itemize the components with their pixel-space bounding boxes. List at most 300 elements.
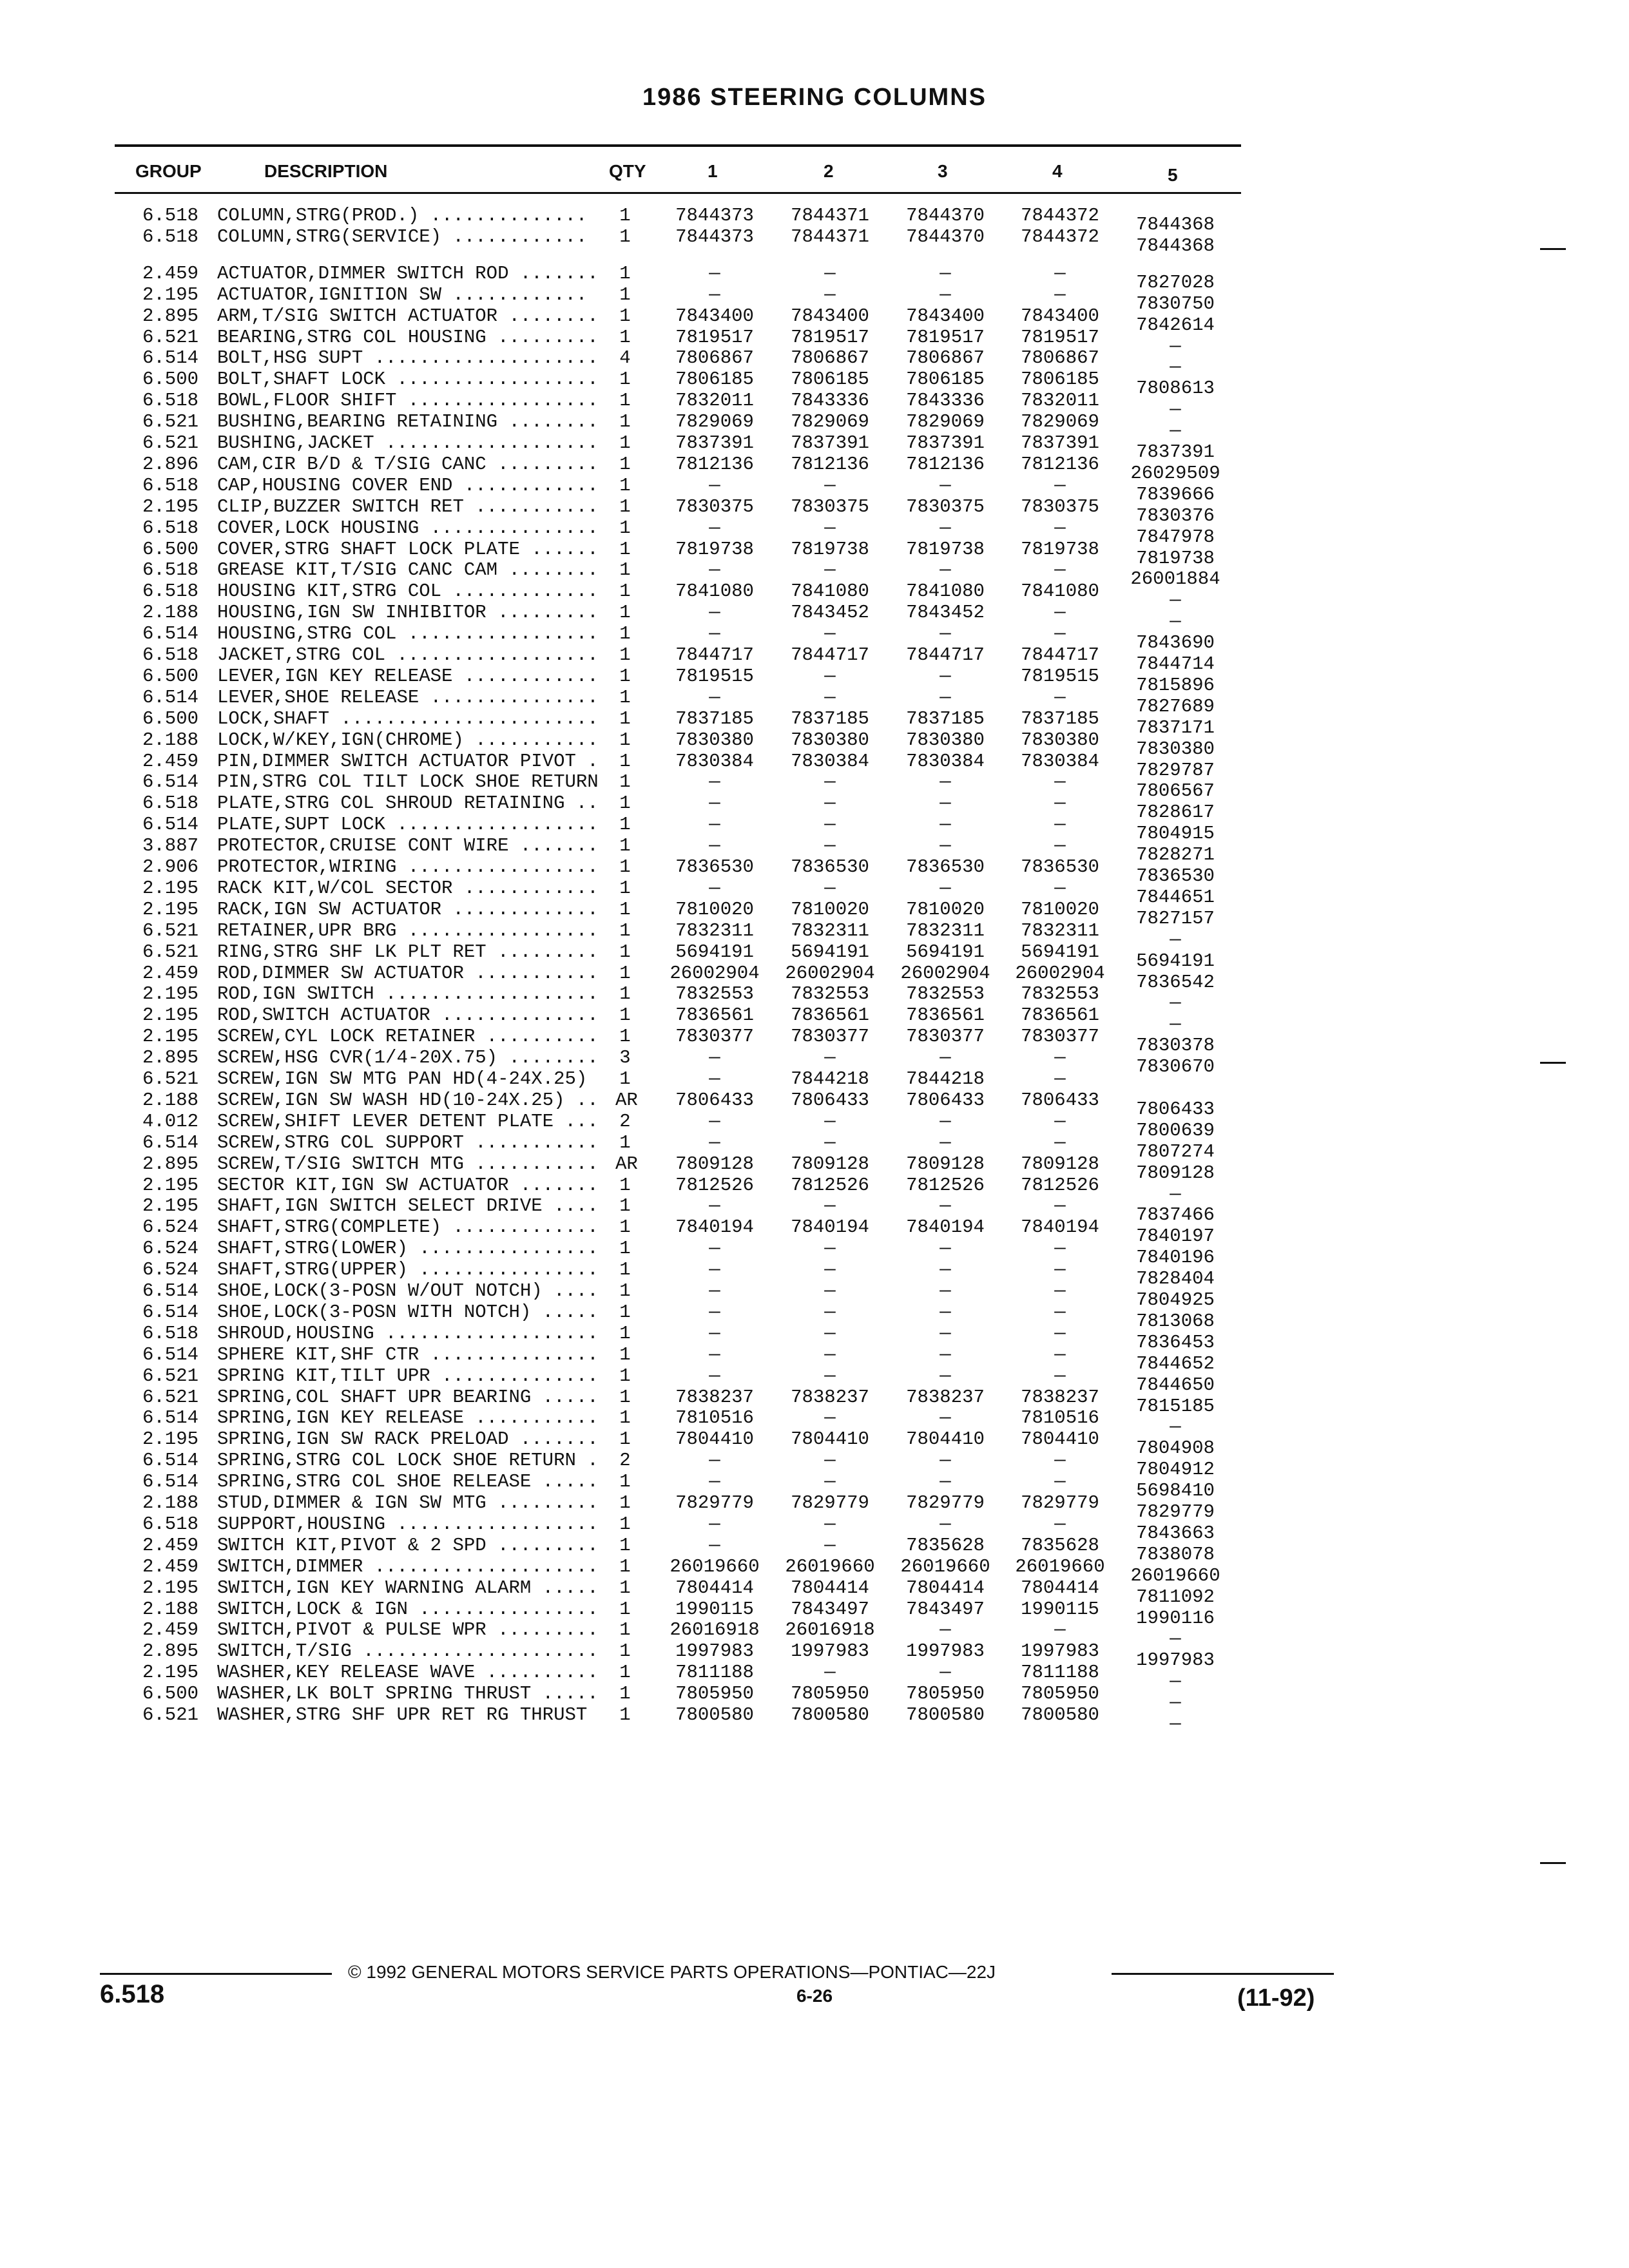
part-number-col-2: — bbox=[824, 1195, 836, 1217]
table-row bbox=[0, 517, 1629, 548]
part-number-col-4: 7836530 bbox=[1021, 856, 1099, 878]
table-row bbox=[0, 1365, 1629, 1396]
group-number: 6.518 bbox=[142, 559, 198, 581]
part-number-col-2: 7844717 bbox=[791, 644, 869, 666]
part-number-col-4: — bbox=[1054, 1195, 1066, 1217]
description: ROD,IGN SWITCH ................... bbox=[217, 983, 610, 1005]
description: SCREW,T/SIG SWITCH MTG ........... bbox=[217, 1153, 610, 1175]
margin-mark bbox=[1540, 248, 1566, 250]
part-number-col-5: 7830380 bbox=[1136, 738, 1215, 760]
part-number-col-5: 5694191 bbox=[1136, 950, 1215, 972]
part-number-col-3: 7841080 bbox=[906, 581, 985, 602]
group-number: 3.887 bbox=[142, 835, 198, 857]
quantity: 1 bbox=[619, 432, 631, 454]
part-number-col-4: 7830375 bbox=[1021, 495, 1099, 517]
quantity: 1 bbox=[619, 1534, 631, 1556]
table-row bbox=[0, 1216, 1629, 1247]
quantity: 1 bbox=[619, 1365, 631, 1387]
part-number-col-1: — bbox=[709, 1131, 720, 1153]
quantity: 1 bbox=[619, 1555, 631, 1577]
part-number-col-3: 7843452 bbox=[906, 602, 985, 624]
quantity: 1 bbox=[619, 665, 631, 687]
part-number-col-4: 7844372 bbox=[1021, 205, 1099, 226]
part-number-col-1: 7836561 bbox=[675, 1004, 754, 1026]
footer-copyright: © 1992 GENERAL MOTORS SERVICE PARTS OPERATIONS—PONTIAC—22J bbox=[348, 1962, 996, 1982]
group-number: 2.895 bbox=[142, 1640, 198, 1662]
part-number-col-3: 7806867 bbox=[906, 347, 985, 369]
group-number: 2.188 bbox=[142, 1492, 198, 1514]
group-number: 6.524 bbox=[142, 1259, 198, 1281]
table-row bbox=[0, 941, 1629, 972]
group-number: 6.514 bbox=[142, 814, 198, 836]
part-number-col-5: 7837391 bbox=[1136, 441, 1215, 463]
part-number-col-4: — bbox=[1054, 474, 1066, 496]
part-number-col-5: 7847978 bbox=[1136, 526, 1215, 548]
header-col-1: 1 bbox=[708, 161, 718, 181]
group-number: 2.195 bbox=[142, 877, 198, 899]
footer-page-number: 6-26 bbox=[796, 1986, 833, 2006]
part-number-col-4: — bbox=[1054, 559, 1066, 581]
part-number-col-5: 5698410 bbox=[1136, 1480, 1215, 1502]
group-number: 6.514 bbox=[142, 347, 198, 369]
part-number-col-5: — bbox=[1170, 335, 1181, 357]
quantity: 3 bbox=[619, 1047, 631, 1069]
part-number-col-3: 7844370 bbox=[906, 226, 985, 247]
group-number: 6.521 bbox=[142, 941, 198, 963]
part-number-col-5: 7840197 bbox=[1136, 1225, 1215, 1247]
part-number-col-2: — bbox=[824, 1662, 836, 1684]
group-number: 2.906 bbox=[142, 856, 198, 878]
quantity: 1 bbox=[619, 962, 631, 984]
table-row bbox=[0, 919, 1629, 950]
part-number-col-2: 7806867 bbox=[791, 347, 869, 369]
table-row bbox=[0, 495, 1629, 526]
part-number-col-4: 7830384 bbox=[1021, 750, 1099, 772]
part-number-col-4: 7806185 bbox=[1021, 369, 1099, 390]
part-number-col-4: — bbox=[1054, 1343, 1066, 1365]
group-number: 2.188 bbox=[142, 1598, 198, 1620]
description: ACTUATOR,IGNITION SW ............ bbox=[217, 284, 599, 305]
header-col-2: 2 bbox=[824, 161, 834, 181]
part-number-col-4: 26002904 bbox=[1015, 962, 1105, 984]
table-row bbox=[0, 814, 1629, 845]
quantity: 1 bbox=[619, 1513, 631, 1535]
part-number-col-2: 26019660 bbox=[785, 1555, 875, 1577]
part-number-col-1: 7830380 bbox=[675, 729, 754, 751]
description: WASHER,STRG SHF UPR RET RG THRUST bbox=[217, 1704, 610, 1725]
part-number-col-1: 7800580 bbox=[675, 1704, 754, 1725]
part-number-col-5: 7839666 bbox=[1136, 483, 1215, 505]
part-number-col-1: 7804414 bbox=[675, 1577, 754, 1599]
part-number-col-1: — bbox=[709, 877, 720, 899]
quantity: 1 bbox=[619, 707, 631, 729]
quantity: 1 bbox=[619, 495, 631, 517]
table-row bbox=[0, 729, 1629, 760]
part-number-col-1: 26002904 bbox=[670, 962, 760, 984]
description: BOLT,HSG SUPT .................... bbox=[217, 347, 610, 369]
table-row bbox=[0, 1238, 1629, 1269]
part-number-col-3: 7830380 bbox=[906, 729, 985, 751]
part-number-col-2: 26002904 bbox=[785, 962, 875, 984]
part-number-col-2: — bbox=[824, 686, 836, 708]
group-number: 6.514 bbox=[142, 1131, 198, 1153]
part-number-col-1: 7805950 bbox=[675, 1683, 754, 1705]
part-number-col-2: 7830375 bbox=[791, 495, 869, 517]
part-number-col-1: 7844717 bbox=[675, 644, 754, 666]
part-number-col-5: 7829779 bbox=[1136, 1501, 1215, 1523]
group-number: 2.195 bbox=[142, 1174, 198, 1196]
description: SHAFT,STRG(UPPER) ................ bbox=[217, 1259, 610, 1281]
quantity: 1 bbox=[619, 1640, 631, 1662]
part-number-col-2: — bbox=[824, 1301, 836, 1323]
part-number-col-5: — bbox=[1170, 928, 1181, 950]
description: RETAINER,UPR BRG ................. bbox=[217, 919, 610, 941]
quantity: 1 bbox=[619, 919, 631, 941]
quantity: 1 bbox=[619, 941, 631, 963]
part-number-col-1: — bbox=[709, 1238, 720, 1260]
part-number-col-1: 7836530 bbox=[675, 856, 754, 878]
part-number-col-4: 1997983 bbox=[1021, 1640, 1099, 1662]
part-number-col-3: — bbox=[940, 1619, 951, 1641]
part-number-col-5: 7807274 bbox=[1136, 1140, 1215, 1162]
header-group: GROUP bbox=[135, 161, 202, 181]
part-number-col-5: 7804925 bbox=[1136, 1289, 1215, 1311]
part-number-col-1: 7837185 bbox=[675, 707, 754, 729]
part-number-col-3: — bbox=[940, 517, 951, 539]
part-number-col-5: — bbox=[1170, 420, 1181, 442]
part-number-col-3: 7837185 bbox=[906, 707, 985, 729]
part-number-col-1: — bbox=[709, 517, 720, 539]
quantity: 1 bbox=[619, 750, 631, 772]
part-number-col-1: 7829069 bbox=[675, 411, 754, 433]
quantity: 1 bbox=[619, 305, 631, 327]
part-number-col-3: — bbox=[940, 1365, 951, 1387]
group-number: 6.518 bbox=[142, 474, 198, 496]
part-number-col-1: 7819517 bbox=[675, 326, 754, 348]
quantity: 1 bbox=[619, 226, 631, 247]
quantity: 1 bbox=[619, 771, 631, 793]
group-number: 6.521 bbox=[142, 326, 198, 348]
group-number: 6.500 bbox=[142, 1683, 198, 1705]
quantity: 1 bbox=[619, 835, 631, 857]
part-number-col-4: 7810516 bbox=[1021, 1407, 1099, 1429]
part-number-col-1: 7809128 bbox=[675, 1153, 754, 1175]
quantity: 1 bbox=[619, 1174, 631, 1196]
quantity: 1 bbox=[619, 205, 631, 226]
part-number-col-3: — bbox=[940, 1131, 951, 1153]
table-row bbox=[0, 1577, 1629, 1608]
group-number: 6.514 bbox=[142, 686, 198, 708]
group-number: 2.459 bbox=[142, 1619, 198, 1641]
group-number: 4.012 bbox=[142, 1110, 198, 1132]
part-number-col-2: 7812136 bbox=[791, 453, 869, 475]
part-number-col-2: 7800580 bbox=[791, 1704, 869, 1725]
part-number-col-1: 7830375 bbox=[675, 495, 754, 517]
table-row bbox=[0, 1131, 1629, 1162]
table-row bbox=[0, 856, 1629, 887]
description: STUD,DIMMER & IGN SW MTG ......... bbox=[217, 1492, 610, 1514]
table-row bbox=[0, 581, 1629, 611]
part-number-col-2: — bbox=[824, 1365, 836, 1387]
table-row bbox=[0, 1153, 1629, 1184]
part-number-col-5: 7844652 bbox=[1136, 1352, 1215, 1374]
part-number-col-3: 7835628 bbox=[906, 1534, 985, 1556]
part-number-col-5: 7844714 bbox=[1136, 653, 1215, 675]
quantity: 1 bbox=[619, 262, 631, 284]
part-number-col-1: — bbox=[709, 602, 720, 624]
table-row bbox=[0, 1619, 1629, 1650]
quantity: 4 bbox=[619, 347, 631, 369]
part-number-col-3: 7843497 bbox=[906, 1598, 985, 1620]
quantity: 1 bbox=[619, 1131, 631, 1153]
group-number: 2.459 bbox=[142, 1534, 198, 1556]
group-number: 6.514 bbox=[142, 1450, 198, 1472]
part-number-col-3: — bbox=[940, 771, 951, 793]
part-number-col-3: 7810020 bbox=[906, 898, 985, 920]
description: ACTUATOR,DIMMER SWITCH ROD ....... bbox=[217, 262, 610, 284]
group-number: 6.521 bbox=[142, 411, 198, 433]
part-number-col-4: — bbox=[1054, 877, 1066, 899]
table-row bbox=[0, 326, 1629, 357]
part-number-col-4: 7832311 bbox=[1021, 919, 1099, 941]
part-number-col-1: 7837391 bbox=[675, 432, 754, 454]
description: HOUSING KIT,STRG COL ............. bbox=[217, 581, 610, 602]
group-number: 6.514 bbox=[142, 771, 198, 793]
part-number-col-1: 7819515 bbox=[675, 665, 754, 687]
quantity: 1 bbox=[619, 898, 631, 920]
quantity: 1 bbox=[619, 369, 631, 390]
part-number-col-1: 7838237 bbox=[675, 1386, 754, 1408]
group-number: 2.195 bbox=[142, 1195, 198, 1217]
part-number-col-1: 7810020 bbox=[675, 898, 754, 920]
part-number-col-1: 7806433 bbox=[675, 1089, 754, 1111]
part-number-col-5: 7844368 bbox=[1136, 214, 1215, 235]
part-number-col-2: 7841080 bbox=[791, 581, 869, 602]
description: SWITCH,IGN KEY WARNING ALARM ..... bbox=[217, 1577, 610, 1599]
description: PIN,STRG COL TILT LOCK SHOE RETURN bbox=[217, 771, 610, 793]
part-number-col-2: — bbox=[824, 1407, 836, 1429]
part-number-col-1: 7844373 bbox=[675, 226, 754, 247]
part-number-col-5: — bbox=[1170, 590, 1181, 611]
group-number: 2.188 bbox=[142, 1089, 198, 1111]
quantity: 1 bbox=[619, 326, 631, 348]
group-number: 2.195 bbox=[142, 495, 198, 517]
part-number-col-5: 7808613 bbox=[1136, 378, 1215, 399]
part-number-col-1: — bbox=[709, 1068, 720, 1090]
description: SHAFT,IGN SWITCH SELECT DRIVE .... bbox=[217, 1195, 610, 1217]
part-number-col-5: 7828271 bbox=[1136, 844, 1215, 866]
quantity: 1 bbox=[619, 559, 631, 581]
part-number-col-4: — bbox=[1054, 1322, 1066, 1344]
description: RACK,IGN SW ACTUATOR ............. bbox=[217, 898, 610, 920]
group-number: 2.195 bbox=[142, 898, 198, 920]
table-row bbox=[0, 1640, 1629, 1671]
table-row bbox=[0, 686, 1629, 717]
part-number-col-5: — bbox=[1170, 1416, 1181, 1438]
part-number-col-4: — bbox=[1054, 1450, 1066, 1472]
part-number-col-4: — bbox=[1054, 623, 1066, 645]
part-number-col-3: 7830384 bbox=[906, 750, 985, 772]
part-number-col-1: 7819738 bbox=[675, 538, 754, 560]
quantity: 1 bbox=[619, 1004, 631, 1026]
table-row bbox=[0, 962, 1629, 993]
part-number-col-1: 7810516 bbox=[675, 1407, 754, 1429]
part-number-col-2: 7832553 bbox=[791, 983, 869, 1005]
part-number-col-4: 7810020 bbox=[1021, 898, 1099, 920]
part-number-col-2: 7830384 bbox=[791, 750, 869, 772]
part-number-col-4: — bbox=[1054, 771, 1066, 793]
quantity: 1 bbox=[619, 284, 631, 305]
part-number-col-5: — bbox=[1170, 611, 1181, 633]
part-number-col-4: 7804410 bbox=[1021, 1428, 1099, 1450]
part-number-col-1: — bbox=[709, 262, 720, 284]
group-number: 6.521 bbox=[142, 1068, 198, 1090]
part-number-col-4: — bbox=[1054, 1365, 1066, 1387]
description: SCREW,HSG CVR(1/4-20X.75) ........ bbox=[217, 1047, 610, 1069]
part-number-col-2: — bbox=[824, 1343, 836, 1365]
part-number-col-5: 1990116 bbox=[1136, 1607, 1215, 1629]
part-number-col-4: — bbox=[1054, 1238, 1066, 1260]
part-number-col-4: 7811188 bbox=[1021, 1662, 1099, 1684]
quantity: 1 bbox=[619, 686, 631, 708]
group-number: 6.524 bbox=[142, 1216, 198, 1238]
group-number: 6.521 bbox=[142, 1365, 198, 1387]
table-row bbox=[0, 1555, 1629, 1586]
part-number-col-4: 7812526 bbox=[1021, 1174, 1099, 1196]
quantity: 1 bbox=[619, 1280, 631, 1302]
part-number-col-3: 7806433 bbox=[906, 1089, 985, 1111]
quantity: 1 bbox=[619, 1026, 631, 1048]
part-number-col-2: 7836530 bbox=[791, 856, 869, 878]
part-number-col-5: 7830670 bbox=[1136, 1056, 1215, 1078]
description: JACKET,STRG COL .................. bbox=[217, 644, 610, 666]
quantity: 1 bbox=[619, 1301, 631, 1323]
part-number-col-4: — bbox=[1054, 1068, 1066, 1090]
part-number-col-2: — bbox=[824, 835, 836, 857]
description: SWITCH KIT,PIVOT & 2 SPD ......... bbox=[217, 1534, 610, 1556]
part-number-col-5: 7811092 bbox=[1136, 1586, 1215, 1608]
quantity: 1 bbox=[619, 814, 631, 836]
footer-rule-right bbox=[1112, 1973, 1334, 1975]
part-number-col-3: — bbox=[940, 474, 951, 496]
quantity: 1 bbox=[619, 1428, 631, 1450]
part-number-col-2: 7830377 bbox=[791, 1026, 869, 1048]
part-number-col-4: — bbox=[1054, 602, 1066, 624]
part-number-col-5: 7804912 bbox=[1136, 1459, 1215, 1481]
group-number: 2.459 bbox=[142, 262, 198, 284]
table-row bbox=[0, 305, 1629, 336]
part-number-col-3: 7832311 bbox=[906, 919, 985, 941]
part-number-col-2: 7809128 bbox=[791, 1153, 869, 1175]
part-number-col-4: 7844372 bbox=[1021, 226, 1099, 247]
part-number-col-2: — bbox=[824, 1450, 836, 1472]
part-number-col-3: — bbox=[940, 284, 951, 305]
part-number-col-4: 7837185 bbox=[1021, 707, 1099, 729]
part-number-col-3: — bbox=[940, 1301, 951, 1323]
table-row bbox=[0, 1471, 1629, 1502]
part-number-col-1: 7812136 bbox=[675, 453, 754, 475]
part-number-col-5: 7827028 bbox=[1136, 271, 1215, 293]
part-number-col-1: — bbox=[709, 1259, 720, 1281]
part-number-col-1: — bbox=[709, 835, 720, 857]
part-number-col-3: 7840194 bbox=[906, 1216, 985, 1238]
part-number-col-2: — bbox=[824, 1238, 836, 1260]
part-number-col-3: 7804410 bbox=[906, 1428, 985, 1450]
header-col-3: 3 bbox=[938, 161, 948, 181]
part-number-col-3: — bbox=[940, 1195, 951, 1217]
part-number-col-5: 7830376 bbox=[1136, 505, 1215, 526]
part-number-col-3: — bbox=[940, 1047, 951, 1069]
table-row bbox=[0, 1047, 1629, 1078]
part-number-col-1: 7843400 bbox=[675, 305, 754, 327]
description: COVER,LOCK HOUSING ............... bbox=[217, 517, 610, 539]
part-number-col-2: 7843497 bbox=[791, 1598, 869, 1620]
group-number: 6.518 bbox=[142, 226, 198, 247]
part-number-col-4: 7806433 bbox=[1021, 1089, 1099, 1111]
quantity: 1 bbox=[619, 1577, 631, 1599]
description: BUSHING,BEARING RETAINING ........ bbox=[217, 411, 610, 433]
part-number-col-2: — bbox=[824, 1131, 836, 1153]
part-number-col-2: — bbox=[824, 1259, 836, 1281]
part-number-col-5: 7836530 bbox=[1136, 865, 1215, 887]
part-number-col-1: — bbox=[709, 814, 720, 836]
table-row bbox=[0, 1174, 1629, 1205]
part-number-col-3: — bbox=[940, 877, 951, 899]
quantity: 1 bbox=[619, 602, 631, 624]
part-number-col-1: — bbox=[709, 1280, 720, 1302]
part-number-col-4: 7819738 bbox=[1021, 538, 1099, 560]
part-number-col-2: — bbox=[824, 1280, 836, 1302]
part-number-col-5: — bbox=[1170, 1183, 1181, 1205]
part-number-col-4: 7819517 bbox=[1021, 326, 1099, 348]
part-number-col-5: — bbox=[1170, 1628, 1181, 1650]
part-number-col-1: 7832011 bbox=[675, 390, 754, 412]
part-number-col-5: 7829787 bbox=[1136, 759, 1215, 781]
description: PIN,DIMMER SWITCH ACTUATOR PIVOT . bbox=[217, 750, 610, 772]
description: PROTECTOR,CRUISE CONT WIRE ....... bbox=[217, 835, 610, 857]
description: SHOE,LOCK(3-POSN W/OUT NOTCH) .... bbox=[217, 1280, 610, 1302]
table-row bbox=[0, 771, 1629, 802]
part-number-col-3: 7832553 bbox=[906, 983, 985, 1005]
top-rule bbox=[115, 144, 1241, 147]
table-row bbox=[0, 1428, 1629, 1459]
part-number-col-5: — bbox=[1170, 992, 1181, 1014]
description: SPRING,IGN KEY RELEASE ........... bbox=[217, 1407, 610, 1429]
part-number-col-2: 7819517 bbox=[791, 326, 869, 348]
description: BOWL,FLOOR SHIFT ................. bbox=[217, 390, 610, 412]
part-number-col-4: 7829069 bbox=[1021, 411, 1099, 433]
part-number-col-3: 7844717 bbox=[906, 644, 985, 666]
group-number: 6.521 bbox=[142, 1704, 198, 1725]
part-number-col-5: 7830750 bbox=[1136, 293, 1215, 314]
quantity: 2 bbox=[619, 1110, 631, 1132]
description: COLUMN,STRG(PROD.) .............. bbox=[217, 205, 599, 226]
description: HOUSING,IGN SW INHIBITOR ......... bbox=[217, 602, 610, 624]
table-row bbox=[0, 602, 1629, 633]
group-number: 6.518 bbox=[142, 793, 198, 814]
part-number-col-1: — bbox=[709, 793, 720, 814]
part-number-col-4: — bbox=[1054, 793, 1066, 814]
description: COVER,STRG SHAFT LOCK PLATE ...... bbox=[217, 538, 610, 560]
part-number-col-4: 7835628 bbox=[1021, 1534, 1099, 1556]
part-number-col-3: 7836530 bbox=[906, 856, 985, 878]
group-number: 6.500 bbox=[142, 369, 198, 390]
part-number-col-2: — bbox=[824, 877, 836, 899]
part-number-col-3: 7830375 bbox=[906, 495, 985, 517]
part-number-col-4: — bbox=[1054, 686, 1066, 708]
table-row bbox=[0, 1343, 1629, 1374]
part-number-col-4: 7819515 bbox=[1021, 665, 1099, 687]
